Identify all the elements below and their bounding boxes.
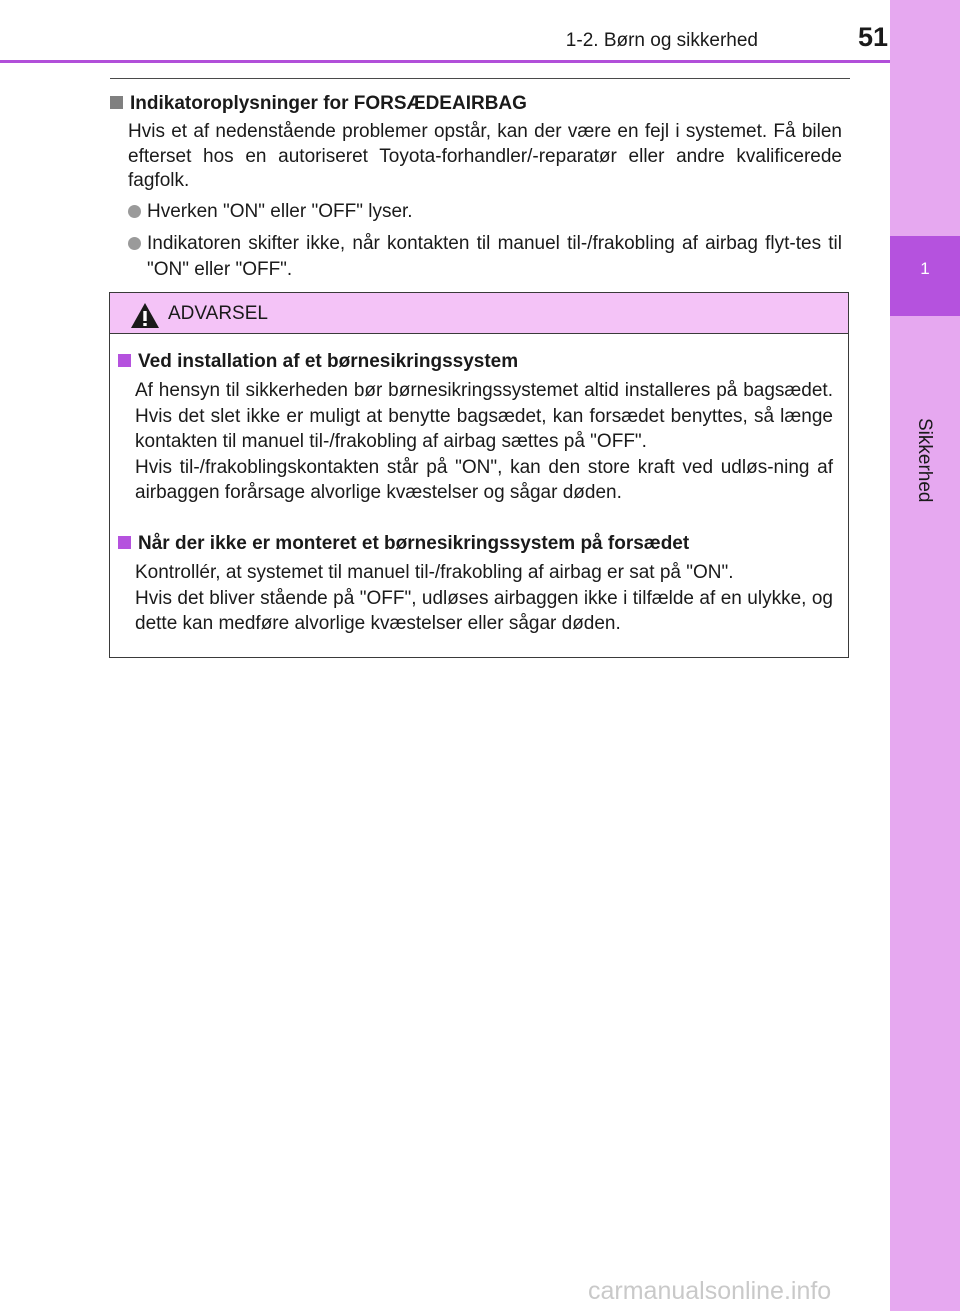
list-item bbox=[128, 199, 842, 225]
section-divider bbox=[110, 78, 850, 79]
list-item-text: Indikatoren skifter ikke, når kontakten til manuel til-/frakobling af airbag flyt-tes til "ON" eller "OFF". bbox=[147, 233, 842, 280]
warning-title: ADVARSEL bbox=[168, 303, 268, 324]
warning-header bbox=[110, 293, 848, 334]
warning-paragraph: Kontrollér, at systemet til manuel til-/frakobling af airbag er sat på "ON". bbox=[135, 562, 734, 583]
warning-subheading-text: Ved installation af et børnesikringssystem bbox=[138, 351, 519, 372]
square-bullet-icon bbox=[110, 96, 123, 109]
circle-bullet-icon bbox=[128, 237, 141, 250]
running-header-section: 1-2. Børn og sikkerhed bbox=[565, 30, 758, 51]
square-bullet-icon bbox=[118, 536, 131, 549]
warning-box bbox=[109, 292, 849, 658]
warning-paragraphs bbox=[135, 378, 833, 506]
circle-bullet-icon bbox=[128, 205, 141, 218]
square-bullet-icon bbox=[118, 354, 131, 367]
list-item bbox=[128, 231, 842, 283]
warning-subheading-text: Når der ikke er monteret et børnesikringssystem på forsædet bbox=[138, 533, 690, 554]
header-divider bbox=[0, 60, 890, 63]
page-number: 51 bbox=[857, 22, 888, 52]
warning-triangle-icon bbox=[130, 302, 160, 329]
watermark: carmanualsonline.info bbox=[588, 1277, 832, 1305]
section-heading bbox=[110, 93, 850, 115]
list-item-text: Hverken "ON" eller "OFF" lyser. bbox=[147, 201, 413, 222]
warning-paragraph: Hvis det bliver stående på "OFF", udløses airbaggen ikke i tilfælde af en ulykke, og dette kan medføre alvorlige kvæstelser eller sågar døden. bbox=[135, 587, 833, 634]
warning-paragraph: Hvis til-/frakoblingskontakten står på "ON", kan den store kraft ved udløs-ning af airbaggen forårsage alvorlige kvæstelser og sågar døden. bbox=[135, 456, 833, 503]
section-heading-text: Indikatoroplysninger for FORSÆDEAIRBAG bbox=[130, 93, 527, 114]
chapter-title: Sikkerhed bbox=[914, 418, 935, 503]
section-intro: Hvis et af nedenstående problemer opstår, kan der være en fejl i systemet. Få bilen efterset hos en autoriseret Toyota-forhandler/-reparatør eller andre kvalificerede fagfolk. bbox=[128, 121, 842, 191]
warning-subheading bbox=[118, 533, 838, 555]
warning-paragraphs bbox=[135, 560, 833, 637]
warning-paragraph: Af hensyn til sikkerheden bør børnesikringssystemet altid installeres på bagsædet. Hvis det slet ikke er muligt at benytte bagsædet, kan forsædet benyttes, så længe kontakten til manuel til-/frakobling af airbag sættes på "OFF". bbox=[135, 380, 833, 452]
warning-subheading bbox=[118, 351, 838, 373]
side-tab-strip bbox=[890, 0, 960, 1311]
chapter-number-tab[interactable]: 1 bbox=[890, 236, 960, 316]
